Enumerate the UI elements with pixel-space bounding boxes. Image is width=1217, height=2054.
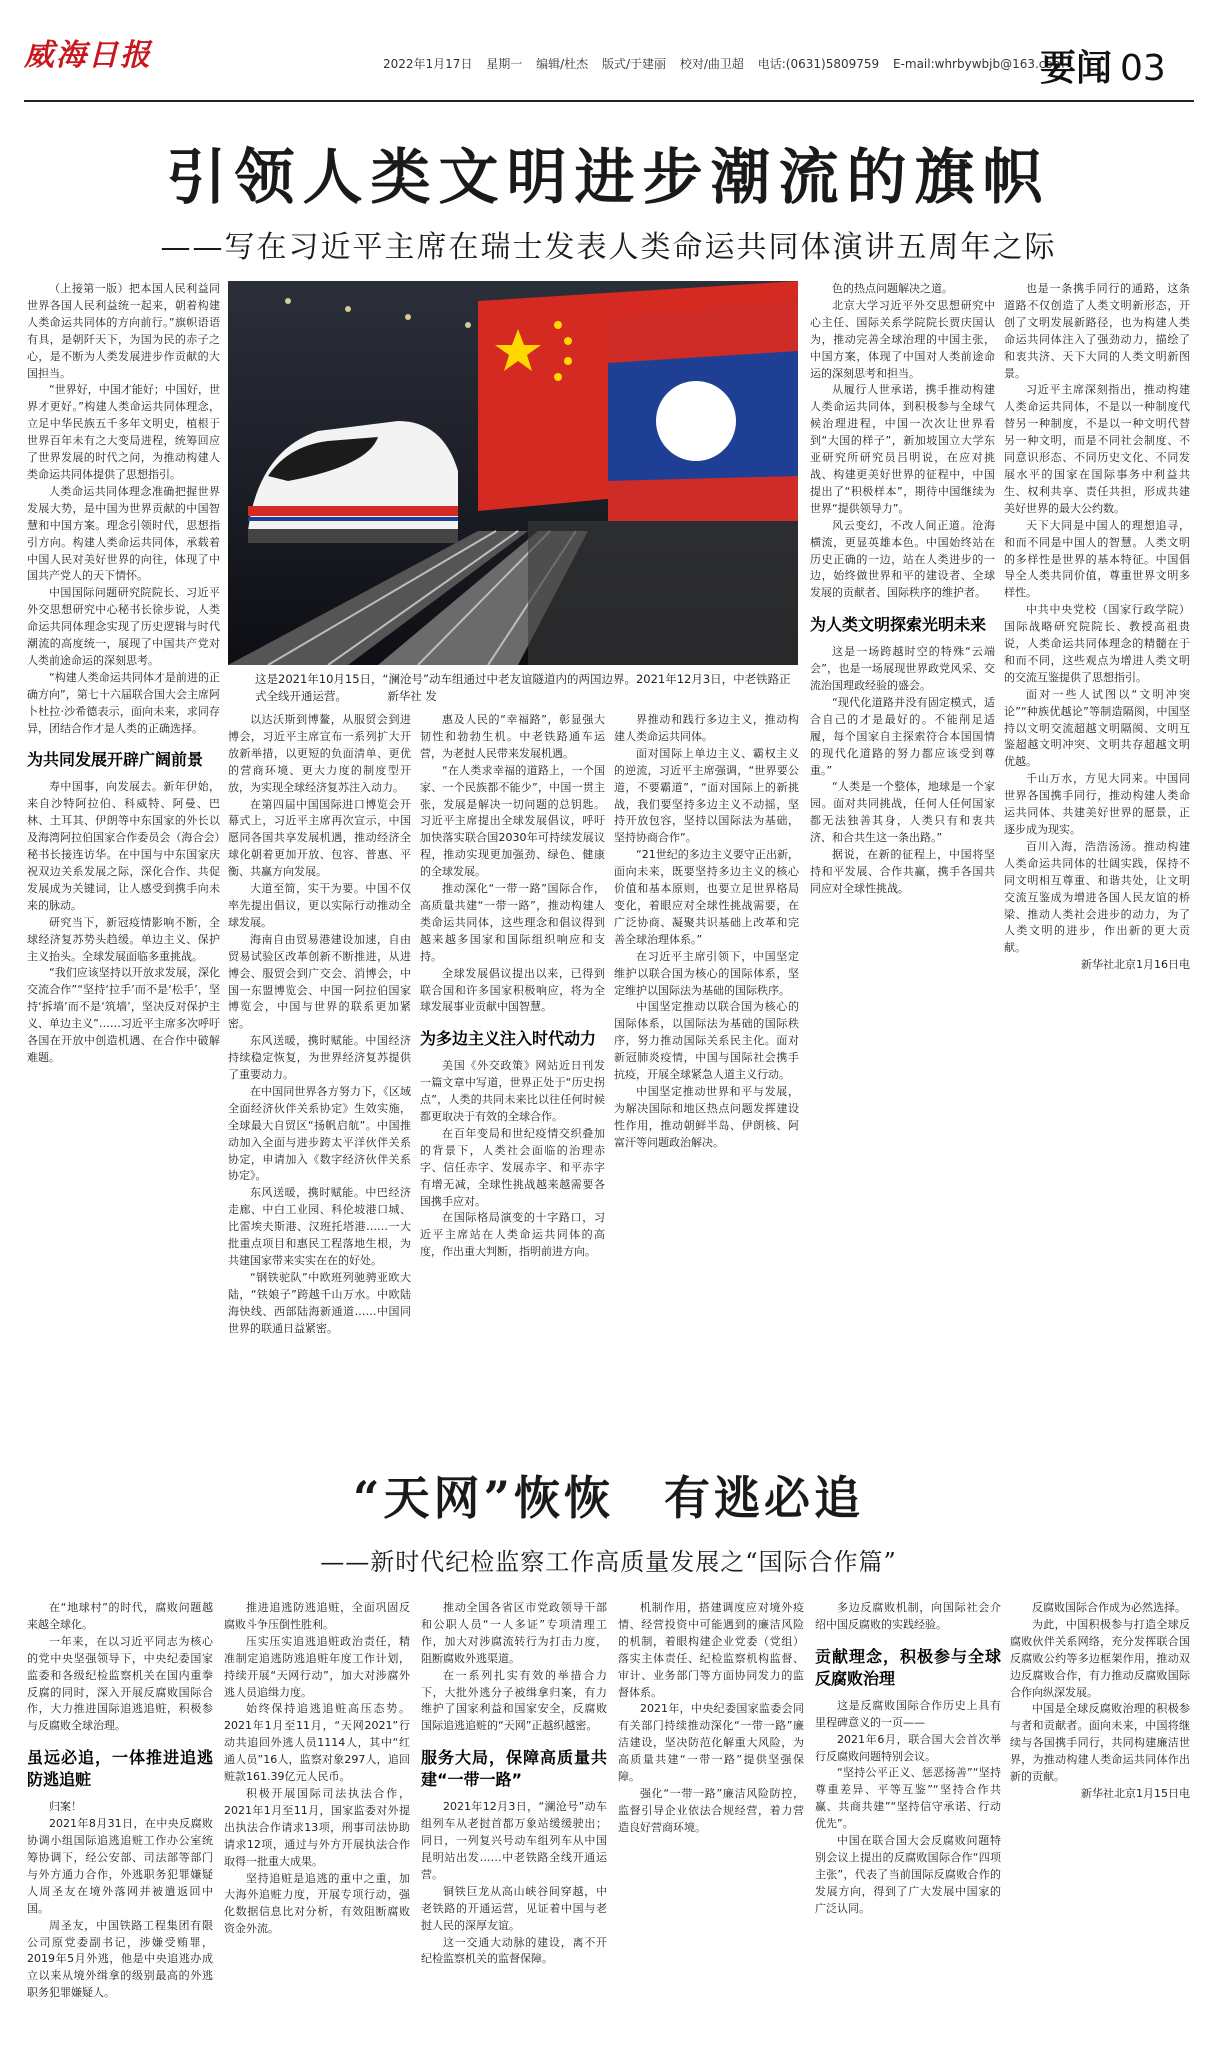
paragraph: 东风送暖，携时赋能。中巴经济走廊、中白工业园、科伦坡港口城、比雷埃夫斯港、汉班托塔港……一大批重点项目和惠民工程落地生根，为共建国家带来实实在在的好处。	[228, 1186, 411, 1267]
page-number: 03	[1120, 48, 1166, 89]
paragraph: 风云变幻，不改人间正道。沧海横流，更显英雄本色。中国始终站在历史正确的一边，站在人类进步的一边，始终做世界和平的建设者、全球发展的贡献者、国际秩序的维护者。	[810, 518, 995, 600]
article2-column-1	[27, 1600, 213, 2045]
paragraph: 强化“一带一路”廉洁风险防控，监督引导企业依法合规经营，着力营造良好营商环境。	[618, 1786, 804, 1834]
article2-column-3	[421, 1600, 607, 2045]
paragraph: “我们应该坚持以开放求发展，深化交流合作”“坚持‘拉手’而不是‘松手’，坚持‘拆墙’而不是‘筑墙’，坚决反对保护主义、单边主义”……习近平主席多次呼吁各国在开放中创造机遇、在合作中破解难题。	[27, 966, 220, 1064]
paragraph: 研究当下，新冠疫情影响不断，全球经济复苏势头趋缓。单边主义、保护主义抬头。全球发展面临多重挑战。	[27, 915, 220, 963]
paragraph: 机制作用，搭建调度应对境外疫情、经营投资中可能遇到的廉洁风险的机制，着眼构建企业党委（党组）落实主体责任、纪检监察机构监督、审计、业务部门等方面协同发力的监督体系。	[618, 1601, 804, 1699]
paragraph: 推进追逃防逃追赃，全面巩固反腐败斗争压倒性胜利。	[224, 1601, 410, 1631]
article2-dateline: 新华社北京1月15日电	[1081, 1786, 1190, 1800]
article1-column-1	[27, 281, 220, 1406]
paragraph: 这是一场跨越时空的特殊“云端会”，也是一场展现世界政党风采、交流治国理政经验的盛会。	[810, 645, 995, 693]
article1-subtitle: ——写在习近平主席在瑞士发表人类命运共同体演讲五周年之际	[160, 230, 1057, 265]
article1-title: 引领人类文明进步潮流的旗帜	[166, 143, 1051, 213]
paragraph: 寿中国事，向发展去。新年伊始，来自沙特阿拉伯、科威特、阿曼、巴林、土耳其、伊朗等中东国家的外长以及海湾阿拉伯国家合作委员会（海合会）秘书长接连访华。在中国与中东国家庆祝双边关系发展之际，深化合作、共促发展成为关键词，让人感受到携手向未来的脉动。	[27, 780, 220, 912]
paragraph: 2021年，中央纪委国家监委会同有关部门持续推动深化“一带一路”廉洁建设，坚决防范化解重大风险，为高质量共建“一带一路”提供坚强保障。	[618, 1702, 804, 1784]
paragraph: 色的热点问题解决之道。	[832, 282, 953, 295]
paragraph: 面对一些人试图以“文明冲突论”“种族优越论”等制造隔阂，中国坚持以文明交流超越文明隔阂、文明互鉴超越文明冲突、文明共存超越文明优越。	[1004, 687, 1190, 769]
paragraph: “钢铁驼队”中欧班列驰骋亚欧大陆，“铁娘子”跨越千山万水。中欧陆海快线、西部陆海新通道……中国同世界的联通日益紧密。	[228, 1270, 411, 1335]
section-heading: 服务大局，保障高质量共建“一带一路”	[421, 1748, 607, 1790]
paragraph: 习近平主席深刻指出，推动构建人类命运共同体，不是以一种制度代替另一种制度，不是以一种文明代替另一种文明，而是不同社会制度、不同意识形态、不同历史文化、不同发展水平的国家在国际事务中利益共生、权利共享、责任共担，形成共建美好世界的最大公约数。	[1004, 383, 1190, 515]
contact-email: E-mail:whrbywbjb@163.com	[892, 57, 1065, 71]
paragraph: 在习近平主席引领下，中国坚定维护以联合国为核心的国际体系，坚定维护以国际法为基础的国际秩序。	[614, 949, 799, 997]
paragraph: 铜铁巨龙从高山峡谷间穿越，中老铁路的开通运营，见证着中国与老挝人民的深厚友谊。	[421, 1884, 607, 1932]
section-heading: 为共同发展开辟广阔前景	[27, 750, 204, 770]
paragraph: 2021年8月31日，在中央反腐败协调小组国际追逃追赃工作办公室统筹协调下，经公安部、司法部等部门与外方通力合作，外逃职务犯罪嫌疑人周圣友在境外落网并被遣返回中国。	[27, 1817, 213, 1915]
designer-credit: 版式/于建丽	[602, 57, 667, 71]
article1-column-5	[810, 281, 995, 1406]
paragraph: （上接第一版）把本国人民利益同世界各国人民利益统一起来，朝着构建人类命运共同体的方向前行。”旗帜语语有具，是朝阡天下，为国为民的赤子之心，是不断为人类发展进步作贡献的大国担当。	[27, 282, 220, 380]
masthead-meta	[383, 55, 1074, 72]
paragraph: 中共中央党校（国家行政学院）国际战略研究院院长、教授高祖贵说，人类命运共同体理念的精髓在于和而不同，这些观点为增进人类文明的交流互鉴提供了思想指引。	[1004, 603, 1190, 684]
paragraph: 全球发展倡议提出以来，已得到联合国和许多国家积极响应，将为全球发展事业贡献中国智慧。	[420, 966, 605, 1014]
section-heading: 为多边主义注入时代动力	[420, 1029, 597, 1049]
paragraph: 中国在联合国大会反腐败问题特别会议上提出的反腐败国际合作“四项主张”，代表了当前国际反腐败合作的发展方向，得到了广大发展中国家的广泛认同。	[815, 1834, 1001, 1915]
paragraph: 推动深化“一带一路”国际合作，高质量共建“一带一路”，推动构建人类命运共同体，这些理念和倡议得到越来越多国家和国际组织响应和支持。	[420, 882, 605, 963]
paragraph: 多边反腐败机制，向国际社会介绍中国反腐败的实践经验。	[815, 1601, 1001, 1631]
paragraph: “现代化道路并没有固定模式，适合自己的才是最好的。不能削足适履，每个国家自主探索符合本国国情的现代化道路的努力都应该受到尊重。”	[810, 695, 995, 777]
paragraph: 百川入海，浩浩汤汤。推动构建人类命运共同体的壮阔实践，保持不同文明相互尊重、和谐共处，让文明交流互鉴成为增进各国人民友谊的桥梁、推动人类社会进步的动力，为了人类文明的进步，作出新的更大贡献。	[1004, 839, 1190, 955]
paragraph: 在一系列扎实有效的举措合力下，大批外逃分子被缉拿归案，有力维护了国家利益和国家安全，反腐败国际追逃追赃的“天网”正越织越密。	[421, 1668, 607, 1733]
paragraph: 归案！	[49, 1800, 82, 1814]
paragraph: “人类是一个整体，地球是一个家园。面对共同挑战，任何人任何国家都无法独善其身，人类只有和衷共济、和合共生这一条出路。”	[810, 780, 995, 845]
paragraph: 推动全国各省区市党政领导干部和公职人员“一人多证”专项清理工作，加大对涉腐流转行为打击力度，阻断腐败外逃渠道。	[421, 1601, 607, 1665]
paragraph: 这是反腐败国际合作历史上具有里程碑意义的一页——	[815, 1698, 1001, 1729]
paragraph: 为此，中国积极参与打造全球反腐败伙伴关系网络，充分发挥联合国反腐败公约等多边框架作用，推动双边反腐败合作，有力推动反腐败国际合作向纵深发展。	[1010, 1617, 1190, 1699]
paragraph: 在中国同世界各方努力下，《区域全面经济伙伴关系协定》生效实施，全球最大自贸区“扬帆启航”。中国推动加入全面与进步跨太平洋伙伴关系协定，申请加入《数字经济伙伴关系协定》。	[228, 1084, 411, 1183]
paragraph: 中国国际问题研究院院长、习近平外交思想研究中心秘书长徐步说，人类命运共同体理念实现了历史逻辑与时代潮流的高度统一，展现了中国共产党对人类前途命运的深刻思考。	[27, 586, 220, 667]
paragraph: “坚持公平正义、惩恶扬善”“坚持尊重差异、平等互鉴”“坚持合作共赢、共商共建”“坚持信守承诺、行动优先”。	[815, 1766, 1001, 1831]
paragraph: 界推动和践行多边主义，推动构建人类命运共同体。	[614, 713, 799, 743]
train-tunnel-photo	[228, 281, 798, 665]
paragraph: 在国际格局演变的十字路口，习近平主席站在人类命运共同体的高度，作出重大判断，指明前进方向。	[420, 1211, 605, 1259]
article2-column-5	[815, 1600, 1001, 2045]
paragraph: 以达沃斯到博鳌，从服贸会到进博会，习近平主席宣布一系列扩大开放新举措，以更短的负面清单、更优的营商环境、更大力度的制度型开放，为实现全球经济复苏注入动力。	[228, 713, 411, 794]
paragraph: 坚持追赃是追逃的重中之重，加大海外追赃力度，开展专项行动，强化数据信息比对分析，有效阻断腐败资金外流。	[224, 1871, 410, 1936]
paragraph: 面对国际上单边主义、霸权主义的逆流，习近平主席强调，“世界要公道，不要霸道”，“面对国际上的新挑战，我们要坚持多边主义不动摇，坚持开放包容，坚持以国际法为基础，坚持协商合作”。	[614, 746, 799, 845]
paragraph: 在“地球村”的时代，腐败问题越来越全球化。	[27, 1601, 213, 1631]
paragraph: “21世纪的多边主义要守正出新，面向未来，既要坚持多边主义的核心价值和基本原则，也要立足世界格局变化，着眼应对全球性挑战需要，在广泛协商、凝聚共识基础上改革和完善全球治理体系。”	[614, 848, 799, 946]
article1-dateline: 新华社北京1月16日电	[1081, 958, 1190, 972]
section-name: 要闻	[1040, 48, 1113, 89]
paragraph: 2021年12月3日，“澜沧号”动车组列车从老挝首都万象站缓缓驶出；同日，一列复兴号动车组列车从中国昆明站出发……中老铁路全线开通运营。	[421, 1800, 607, 1881]
article2-title: “天网”恢恢 有逃必追	[353, 1471, 864, 1525]
article2-column-6	[1010, 1600, 1190, 2045]
paragraph: 北京大学习近平外交思想研究中心主任、国际关系学院院长贾庆国认为，推动完善全球治理的中国主张，中国方案，体现了中国对人类前途命运的深刻思考和担当。	[810, 298, 995, 380]
article1-column-3	[420, 712, 605, 1406]
paragraph: 在百年变局和世纪疫情交织叠加的背景下，人类社会面临的治理赤字、信任赤字、发展赤字、和平赤字有增无减，全球性挑战越来越需要各国携手应对。	[420, 1126, 605, 1208]
paragraph: 中国是全球反腐败治理的积极参与者和贡献者。面向未来，中国将继续与各国携手同行，共同构建廉洁世界，为推动构建人类命运共同体作出新的贡献。	[1010, 1702, 1190, 1784]
paragraph: 千山万水，方见大同来。中国同世界各国携手同行，推动构建人类命运共同体、共建美好世界的愿景，正逐步成为现实。	[1004, 772, 1190, 836]
issue-weekday: 星期一	[486, 57, 523, 71]
paragraph: “构建人类命运共同体才是前进的正确方向”，第七十六届联合国大会主席阿卜杜拉·沙希德表示，面向未来，求同存异，团结合作才是人类的正确选择。	[27, 670, 220, 735]
paragraph: 一年来，在以习近平同志为核心的党中央坚强领导下，中央纪委国家监委和各级纪检监察机关在国内重拳反腐的同时，深入开展反腐败国际合作，大力推进国际追逃追赃，积极参与反腐败全球治理。	[27, 1634, 213, 1733]
paragraph: 中国坚定推动以联合国为核心的国际体系，以国际法为基础的国际秩序，努力推动国际关系民主化。面对新冠肺炎疫情，中国与国际社会携手抗疫，开展全球紧急人道主义行动。	[614, 1000, 799, 1082]
editor-credit: 编辑/杜杰	[536, 57, 589, 71]
paragraph: “在人类求幸福的道路上，一个国家、一个民族都不能少”，中国一贯主张，发展是解决一切问题的总钥匙。习近平主席提出全球发展倡议，呼吁加快落实联合国2030年可持续发展议程，推动实现更加强劲、绿色、健康的全球发展。	[420, 763, 605, 879]
photo-caption: 这是2021年10月15日，“澜沧号”动车组通过中老友谊隧道内的两国边界。2021年12月3日，中老铁路正式全线开通运营。 新华社 发	[255, 672, 791, 703]
paragraph: 惠及人民的“幸福路”，彰显强大韧性和勃勃生机。中老铁路通车运营，为老挝人民带来发展机遇。	[420, 713, 605, 760]
paragraph: “世界好，中国才能好；中国好，世界才更好。”构建人类命运共同体理念，立足中华民族五千多年文明史，植根于世界百年未有之大变局进程，统筹回应了世界发展的时代之问，为推动构建人类命运共同体提供了思想指引。	[27, 383, 220, 481]
paragraph: 也是一条携手同行的通路，这条道路不仅创造了人类文明新形态，开创了文明发展新路径，也为构建人类命运共同体注入了强劲动力，描绘了和衷共济、天下大同的人类文明新图景。	[1004, 282, 1190, 380]
paragraph: 东风送暖，携时赋能。中国经济持续稳定恢复，为世界经济复苏提供了重要动力。	[228, 1034, 411, 1082]
article1-column-4	[614, 712, 799, 1406]
paragraph: 人类命运共同体理念准确把握世界发展大势，是中国为世界贡献的中国智慧和中国方案。理念引领时代，思想指引方向。构建人类命运共同体，承载着中国人民对美好世界的向往，体现了中国共产党人的天下情怀。	[27, 484, 220, 583]
section-heading: 虽远必追，一体推进追逃防逃追赃	[27, 1748, 213, 1790]
paragraph: 这一交通大动脉的建设，离不开纪检监察机关的监督保障。	[421, 1935, 607, 1966]
paragraph: 美国《外交政策》网站近日刊发一篇文章中写道，世界正处于“历史拐点”，人类的共同未来比以往任何时候都更取决于有效的全球合作。	[420, 1059, 605, 1124]
paragraph: 积极开展国际司法执法合作，2021年1月至11月，国家监委对外提出执法合作请求13项，刑事司法协助请求12项，通过与外方开展执法合作取得一批重大成果。	[224, 1786, 410, 1868]
article2-subtitle: ——新时代纪检监察工作高质量发展之“国际合作篇”	[320, 1548, 897, 1576]
article1-column-2	[228, 712, 411, 1406]
issue-date: 2022年1月17日	[383, 57, 473, 71]
paragraph: 反腐败国际合作成为必然选择。	[1032, 1601, 1186, 1614]
paragraph: 中国坚定推动世界和平与发展，为解决国际和地区热点问题发挥建设性作用，推动朝鲜半岛、伊朗核、阿富汗等问题政治解决。	[614, 1084, 799, 1149]
paragraph: 天下大同是中国人的理想追寻，和而不同是中国人的智慧。人类文明的多样性是世界的基本特征。中国倡导全人类共同价值，尊重世界文明多样性。	[1004, 518, 1190, 600]
paragraph: 从履行人世承诺，携手推动构建人类命运共同体，到积极参与全球气候治理进程，中国一次次让世界看到“大国的样子”，新加坡国立大学东亚研究所研究员吕明说，在应对挑战、构建更美好世界的征程中，中国提出了“积极样本”，期待中国继续为世界“提供领导力”。	[810, 383, 995, 515]
newspaper-logo: 威海日报	[24, 38, 152, 73]
paragraph: 周圣友，中国铁路工程集团有限公司原党委副书记，涉嫌受贿罪，2019年5月外逃，他是中央追逃办成立以来从境外缉拿的级别最高的外逃职务犯罪嫌疑人。	[27, 1918, 213, 2000]
section-heading: 贡献理念，积极参与全球反腐败治理	[815, 1646, 1001, 1688]
masthead-rule	[24, 100, 1194, 102]
paragraph: 压实压实追逃追赃政治责任，精准制定追逃防逃追赃年度工作计划，持续开展“天网行动”，加大对涉腐外逃人员追缉力度。	[224, 1634, 410, 1699]
section-heading: 为人类文明探索光明未来	[810, 615, 987, 635]
paragraph: 在第四届中国国际进口博览会开幕式上，习近平主席再次宣示，中国愿同各国共享发展机遇，推动经济全球化朝着更加开放、包容、普惠、平衡、共赢方向发展。	[228, 797, 411, 879]
article1-photo	[228, 281, 798, 665]
section-tag	[1040, 40, 1166, 91]
paragraph: 2021年6月，联合国大会首次举行反腐败问题特别会议。	[815, 1732, 1001, 1763]
paragraph: 据说，在新的征程上，中国将坚持和平发展、合作共赢，携手各国共同应对全球性挑战。	[810, 848, 995, 895]
proofreader-credit: 校对/曲卫超	[679, 57, 744, 71]
paragraph: 海南自由贸易港建设加速，自由贸易试验区改革创新不断推进，从进博会、服贸会到广交会、消博会，中国一东盟博览会、中国一阿拉伯国家博览会，中国与世界的联系更加紧密。	[228, 932, 411, 1031]
article2-column-2	[224, 1600, 410, 2045]
paragraph: 始终保持追逃追赃高压态势。2021年1月至11月，“天网2021”行动共追回外逃人员1114人，其中“红通人员”16人，监察对象297人，追回赃款161.39亿元人民币。	[224, 1702, 410, 1784]
article1-column-6	[1004, 281, 1190, 1406]
contact-phone: 电话:(0631)5809759	[757, 57, 880, 71]
article2-column-4	[618, 1600, 804, 2045]
paragraph: 大道至简，实干为要。中国不仅率先提出倡议，更以实际行动推动全球发展。	[228, 882, 411, 929]
